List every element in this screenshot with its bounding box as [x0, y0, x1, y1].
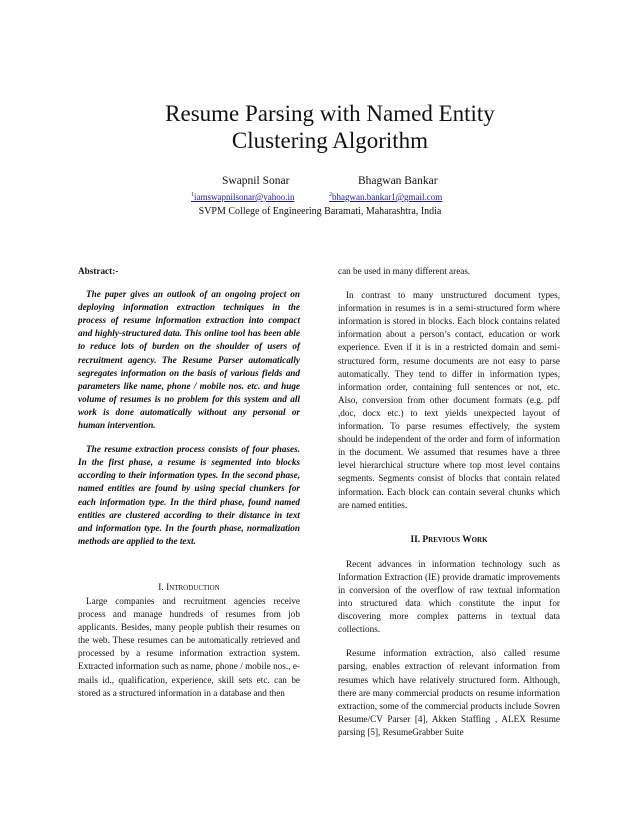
- introduction-paragraph-2: In contrast to many unstructured document types, information in resumes is in a semi-structured form where information is stored in blocks. Each block contains related information about a person’s contact, education or work experience. Even if it is in a restricted domain and semi-structured form, resume documents are not easy to parse automatically. They tend to differ in information types, information order, containing full sentences or not, etc. Also, conversion from other document formats (e.g. pdf ,doc, docx etc.) to text yields unexpected layout of information. To parse resumes effectively, the system should be independent of the order and form of information in the document. We assumed that resumes have a three level hierarchical structure where top most level contains segments. Segments consist of blocks that contain related information. Each block can contain several chunks which are named entities.: [338, 290, 560, 510]
- left-column: [78, 265, 300, 700]
- right-column: [338, 265, 560, 739]
- section-heading-introduction: [78, 582, 300, 595]
- affiliation: SVPM College of Engineering Baramati, Maharashtra, India: [198, 206, 442, 217]
- author-1-email-text: iamswapnilsonar@yahoo.in: [194, 192, 295, 202]
- abstract-paragraph-1: The paper gives an outlook of an ongoing project on deploying information extraction techniques in the process of resume information extraction into compact and highly-structured data. This online tool has been able to reduce lots of burden on the shoulder of users of recruitment agency. The Resume Parser automatically segregates information on the basis of various fields and parameters like name, phone / mobile nos. etc. and huge volume of resumes is no problem for this system and all work is done automatically without any personal or human intervention.: [78, 289, 300, 431]
- author-2-email[interactable]: [329, 190, 442, 203]
- previous-work-paragraph-1: Recent advances in information technology such as Information Extraction (IE) provide dramatic improvements in conversion of the overflow of raw textual information into structured data which constitute the input for discovering more complex patterns in textual data collections.: [338, 558, 560, 635]
- author-2-name: Bhagwan Bankar: [358, 175, 438, 187]
- introduction-continuation: can be used in many different areas.: [338, 266, 471, 276]
- previous-work-paragraph-2: Resume information extraction, also called resume parsing, enables extraction of relevant information from resumes which have relatively structured form. Although, there are many commercial products on resume information extraction, some of the commercial products include Sovren Resume/CV Parser [4], Akken Staffing , ALEX Resume parsing [5], ResumeGrabber Suite: [338, 648, 560, 737]
- email-1-mark: 1: [191, 192, 194, 198]
- section-heading-previous-work: [338, 534, 560, 547]
- email-2-mark: 2: [329, 192, 332, 198]
- section-title: Previous Work: [422, 534, 488, 545]
- author-1-name: Swapnil Sonar: [222, 175, 290, 187]
- author-1-email[interactable]: [191, 190, 295, 203]
- introduction-paragraph-1: Large companies and recruitment agencies receive process and manage hundreds of resumes from job applicants. Besides, many people publish their resumes on the web. These resumes can be automatically retrieved and processed by a resume information extraction system. Extracted information such as name, phone / mobile nos., e-mails id., qualification, experience, skill sets etc. can be stored as a structured information in a database and then: [78, 595, 300, 698]
- author-2-email-text: bhagwan.bankar1@gmail.com: [332, 192, 443, 202]
- abstract-heading: Abstract:-: [78, 266, 119, 276]
- paper-title: Resume Parsing with Named Entity Clustering Algorithm: [165, 101, 495, 153]
- section-number: II.: [410, 534, 421, 545]
- section-number: I.: [158, 582, 164, 593]
- abstract-paragraph-2: The resume extraction process consists of four phases. In the first phase, a resume is segmented into blocks according to their information types. In the second phase, named entities are found by using special chunkers for each information type. In the third phase, found named entities are clustered according to their distance in text and information type. In the fourth phase, normalization methods are applied to the text.: [78, 444, 300, 546]
- section-title: Introduction: [166, 582, 220, 593]
